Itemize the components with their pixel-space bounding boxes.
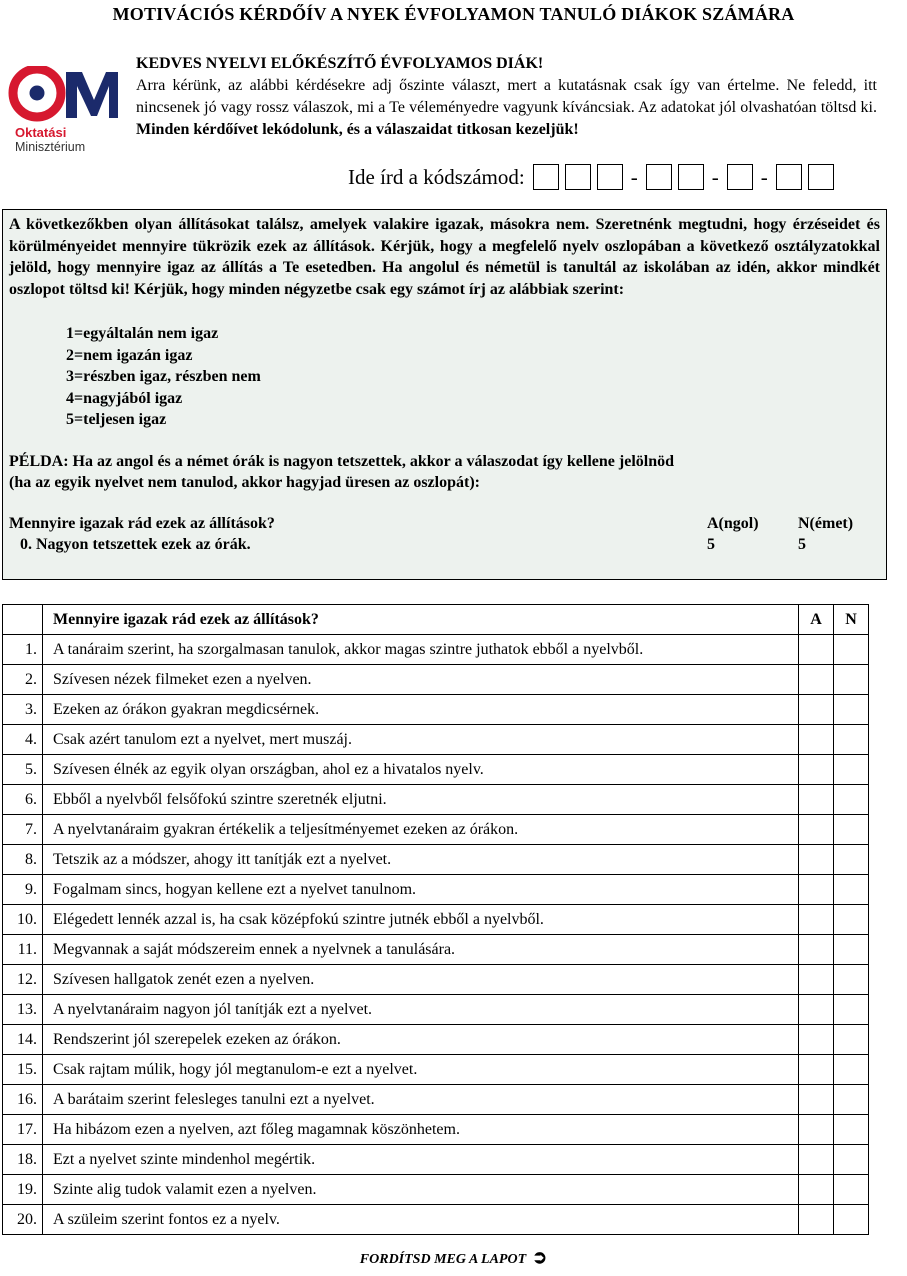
example-header-n: N(émet): [798, 514, 854, 532]
row-number: 1.: [3, 635, 43, 665]
row-statement: Szívesen hallgatok zenét ezen a nyelven.: [43, 965, 799, 995]
table-row: [3, 695, 869, 725]
row-statement: Ezeken az órákon gyakran megdicsérnek.: [43, 695, 799, 725]
answer-cell-n[interactable]: [834, 845, 869, 875]
answer-cell-n[interactable]: [834, 905, 869, 935]
table-row: [3, 875, 869, 905]
row-statement: Szívesen élnék az egyik olyan országban, ahol ez a hivatalos nyelv.: [43, 755, 799, 785]
answer-cell-a[interactable]: [799, 1085, 834, 1115]
code-digit-box[interactable]: [533, 164, 559, 190]
code-digit-box[interactable]: [565, 164, 591, 190]
answer-cell-a[interactable]: [799, 905, 834, 935]
example-header: [9, 513, 880, 535]
row-number: 9.: [3, 875, 43, 905]
scale-item: 3=részben igaz, részben nem: [66, 368, 261, 385]
answer-cell-n[interactable]: [834, 1205, 869, 1235]
table-row: [3, 635, 869, 665]
table-row: [3, 1175, 869, 1205]
turn-page-note: [0, 1247, 907, 1268]
table-row: [3, 845, 869, 875]
row-statement: A szüleim szerint fontos ez a nyelv.: [43, 1205, 799, 1235]
row-statement: Rendszerint jól szerepelek ezeken az órákon.: [43, 1025, 799, 1055]
row-statement: A barátaim szerint felesleges tanulni ezt a nyelvet.: [43, 1085, 799, 1115]
intro-text: Arra kérünk, az alábbi kérdésekre adj őszinte választ, mert a kutatásnak csak így van értelme. Ne feledd, itt nincsenek jó vagy rossz válaszok, mi a Te véleményedre vagyunk kíváncsiak. Az adatokat jól olvashatóan töltsd ki.: [136, 77, 877, 116]
turn-page-text: FORDÍTSD MEG A LAPOT: [359, 1252, 527, 1267]
code-digit-box[interactable]: [646, 164, 672, 190]
row-statement: Szinte alig tudok valamit ezen a nyelven.: [43, 1175, 799, 1205]
row-number: 10.: [3, 905, 43, 935]
answer-cell-n[interactable]: [834, 725, 869, 755]
instructions-box: [2, 209, 887, 580]
table-row: [3, 995, 869, 1025]
answer-cell-a[interactable]: [799, 1115, 834, 1145]
row-number: 15.: [3, 1055, 43, 1085]
code-number-row: [348, 162, 840, 192]
row-statement: A tanáraim szerint, ha szorgalmasan tanulok, akkor magas szintre juthatok ebből a nyelvből.: [43, 635, 799, 665]
row-statement: A nyelvtanáraim nagyon jól tanítják ezt a nyelvet.: [43, 995, 799, 1025]
header-a: A: [799, 605, 834, 635]
example-item: [9, 534, 880, 556]
row-number: 19.: [3, 1175, 43, 1205]
answer-cell-a[interactable]: [799, 875, 834, 905]
answer-cell-n[interactable]: [834, 785, 869, 815]
answer-cell-n[interactable]: [834, 1115, 869, 1145]
example-item-text: 0. Nagyon tetszettek ezek az órák.: [20, 536, 251, 553]
answer-cell-a[interactable]: [799, 815, 834, 845]
answer-cell-n[interactable]: [834, 1025, 869, 1055]
row-number: 16.: [3, 1085, 43, 1115]
example-header-question: Mennyire igazak rád ezek az állítások?: [9, 514, 275, 532]
answer-cell-n[interactable]: [834, 1145, 869, 1175]
answer-cell-n[interactable]: [834, 1055, 869, 1085]
table-row: [3, 935, 869, 965]
row-statement: A nyelvtanáraim gyakran értékelik a teljesítményemet ezeken az órákon.: [43, 815, 799, 845]
questions-body: [3, 635, 869, 1235]
row-number: 2.: [3, 665, 43, 695]
example-item-a: 5: [707, 536, 715, 553]
code-digit-box[interactable]: [776, 164, 802, 190]
code-separator: -: [760, 164, 768, 189]
table-row: [3, 665, 869, 695]
code-digit-box[interactable]: [597, 164, 623, 190]
page-title: MOTIVÁCIÓS KÉRDŐÍV A NYEK ÉVFOLYAMON TANULÓ DIÁKOK SZÁMÁRA: [112, 4, 795, 24]
scale-item: 4=nagyjából igaz: [66, 389, 183, 407]
header-question: Mennyire igazak rád ezek az állítások?: [43, 605, 799, 635]
row-number: 18.: [3, 1145, 43, 1175]
logo-text-line1: Oktatási: [15, 125, 67, 140]
answer-cell-a[interactable]: [799, 995, 834, 1025]
code-label: Ide írd a kódszámod:: [348, 164, 525, 189]
row-statement: Fogalmam sincs, hogyan kellene ezt a nyelvet tanulnom.: [43, 875, 799, 905]
row-statement: Elégedett lennék azzal is, ha csak középfokú szintre jutnék ebből a nyelvből.: [43, 905, 799, 935]
row-number: 6.: [3, 785, 43, 815]
table-row: [3, 1115, 869, 1145]
answer-cell-a[interactable]: [799, 695, 834, 725]
questions-table: [2, 604, 869, 1235]
scale-item: 2=nem igazán igaz: [66, 346, 193, 364]
code-digit-box[interactable]: [808, 164, 834, 190]
table-row: [3, 785, 869, 815]
answer-cell-a[interactable]: [799, 785, 834, 815]
logo-text-line2: Minisztérium: [15, 140, 86, 154]
example-block: [9, 451, 880, 556]
row-statement: Csak rajtam múlik, hogy jól megtanulom-e ezt a nyelvet.: [43, 1055, 799, 1085]
example-line2: (ha az egyik nyelvet nem tanulod, akkor hagyjad üresen az oszlopát):: [9, 474, 480, 491]
table-row: [3, 1025, 869, 1055]
answer-cell-n[interactable]: [834, 755, 869, 785]
row-number: 8.: [3, 845, 43, 875]
table-row: [3, 1205, 869, 1235]
answer-cell-a[interactable]: [799, 1205, 834, 1235]
answer-cell-n[interactable]: [834, 935, 869, 965]
rating-scale: [66, 323, 880, 431]
answer-cell-n[interactable]: [834, 875, 869, 905]
row-number: 5.: [3, 755, 43, 785]
example-item-n: 5: [798, 536, 806, 553]
table-row: [3, 815, 869, 845]
row-statement: Ezt a nyelvet szinte mindenhol megértik.: [43, 1145, 799, 1175]
answer-cell-a[interactable]: [799, 725, 834, 755]
row-statement: Csak azért tanulom ezt a nyelvet, mert muszáj.: [43, 725, 799, 755]
answer-cell-a[interactable]: [799, 755, 834, 785]
arrow-right-icon: ➲: [532, 1247, 548, 1267]
example-line1: PÉLDA: Ha az angol és a német órák is nagyon tetszettek, akkor a válaszodat így kellene jelölnöd: [9, 452, 675, 470]
table-row: [3, 965, 869, 995]
answer-cell-a[interactable]: [799, 635, 834, 665]
answer-cell-a[interactable]: [799, 1175, 834, 1205]
code-digit-box[interactable]: [678, 164, 704, 190]
answer-cell-n[interactable]: [834, 965, 869, 995]
row-statement: Ha hibázom ezen a nyelven, azt főleg magamnak köszönhetem.: [43, 1115, 799, 1145]
table-row: [3, 1055, 869, 1085]
code-digit-box[interactable]: [727, 164, 753, 190]
answer-cell-a[interactable]: [799, 965, 834, 995]
answer-cell-a[interactable]: [799, 935, 834, 965]
row-statement: Megvannak a saját módszereim ennek a nyelvnek a tanulására.: [43, 935, 799, 965]
header-n: N: [834, 605, 869, 635]
code-separator: -: [630, 164, 638, 189]
answer-cell-n[interactable]: [834, 665, 869, 695]
row-number: 3.: [3, 695, 43, 725]
table-row: [3, 725, 869, 755]
table-row: [3, 1145, 869, 1175]
row-number: 11.: [3, 935, 43, 965]
row-number: 17.: [3, 1115, 43, 1145]
row-number: 14.: [3, 1025, 43, 1055]
row-number: 13.: [3, 995, 43, 1025]
greeting: KEDVES NYELVI ELŐKÉSZÍTŐ ÉVFOLYAMOS DIÁK!: [136, 55, 544, 72]
row-statement: Tetszik az a módszer, ahogy itt tanítják ezt a nyelvet.: [43, 845, 799, 875]
scale-item: 5=teljesen igaz: [66, 411, 167, 428]
answer-cell-a[interactable]: [799, 1055, 834, 1085]
answer-cell-n[interactable]: [834, 1085, 869, 1115]
answer-cell-a[interactable]: [799, 1025, 834, 1055]
row-number: 12.: [3, 965, 43, 995]
table-row: [3, 755, 869, 785]
answer-cell-n[interactable]: [834, 815, 869, 845]
ministry-logo: [8, 66, 124, 158]
answer-cell-n[interactable]: [834, 695, 869, 725]
answer-cell-n[interactable]: [834, 635, 869, 665]
row-statement: Ebből a nyelvből felsőfokú szintre szeretnék eljutni.: [43, 785, 799, 815]
row-number: 4.: [3, 725, 43, 755]
intro-bold-text: Minden kérdőívet lekódolunk, és a válaszaidat titkosan kezeljük!: [136, 121, 579, 138]
row-statement: Szívesen nézek filmeket ezen a nyelven.: [43, 665, 799, 695]
code-separator: -: [711, 164, 719, 189]
instructions-paragraph: A következőkben olyan állításokat találsz, amelyek valakire igazak, másokra nem. Szeretnénk megtudni, hogy érzéseidet és körülményeidet mennyire tükrözik ezek az állítások. Kérjük, hogy a megfelelő nyelv oszlopában a következő osztályzatokkal jelöld, hogy mennyire igaz az állítás a Te esetedben. Ha angolul és németül is tanultál az iskolában az idén, akkor mindkét oszlopot töltsd ki! Kérjük, hogy minden négyzetbe csak egy számot írj az alábbiak szerint:: [9, 216, 880, 298]
table-header-row: [3, 605, 869, 635]
example-header-a: A(ngol): [707, 514, 759, 532]
table-row: [3, 905, 869, 935]
intro-block: [136, 53, 877, 141]
row-number: 7.: [3, 815, 43, 845]
answer-cell-n[interactable]: [834, 995, 869, 1025]
row-number: 20.: [3, 1205, 43, 1235]
answer-cell-a[interactable]: [799, 1145, 834, 1175]
answer-cell-n[interactable]: [834, 1175, 869, 1205]
answer-cell-a[interactable]: [799, 665, 834, 695]
answer-cell-a[interactable]: [799, 845, 834, 875]
table-row: [3, 1085, 869, 1115]
om-logo-mark: [8, 66, 124, 124]
scale-item: 1=egyáltalán nem igaz: [66, 325, 219, 342]
header-num: [3, 605, 43, 635]
